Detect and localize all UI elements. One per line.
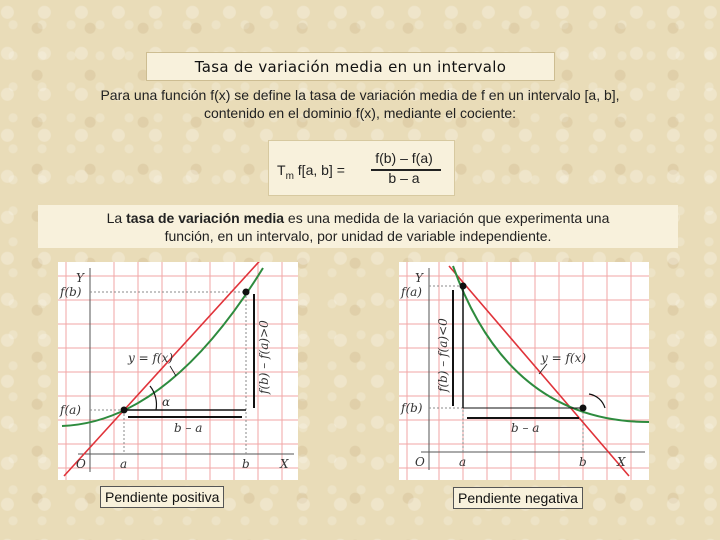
alpha-arc: [150, 386, 156, 410]
curve-label: y = f(x): [541, 351, 587, 365]
point-a: [121, 407, 128, 414]
b-minus-a-label: b – a: [174, 421, 203, 435]
y-axis-label: Y: [415, 271, 423, 285]
formula-denominator: b – a: [388, 170, 420, 186]
a-label: a: [459, 455, 467, 469]
b-label: b: [242, 457, 250, 471]
graph-negative-slope: [399, 262, 649, 480]
axes: [421, 268, 645, 470]
fa-label: f(a): [401, 285, 422, 299]
definition-part1: La: [106, 210, 127, 226]
formula-sub: m: [285, 170, 294, 182]
caption-negative-slope: Pendiente negativa: [453, 487, 583, 509]
definition-line-2: función, en un intervalo, por unidad de variable independiente.: [164, 228, 552, 244]
graph-negative-slope-svg: [399, 262, 649, 480]
definition-box: [38, 205, 678, 248]
b-label: b: [579, 455, 587, 469]
alpha-label: α: [162, 395, 171, 409]
intro-line-2: contenido en el dominio f(x), mediante el cociente:: [203, 105, 517, 121]
a-label: a: [120, 457, 128, 471]
function-curve: [453, 266, 649, 422]
caption-positive-slope: Pendiente positiva: [100, 486, 224, 508]
formula-box: [268, 140, 455, 196]
difference-label: f(b) – f(a)>0: [257, 320, 271, 394]
fb-label: f(b): [60, 285, 82, 299]
difference-label: f(b) – f(a)<0: [436, 318, 450, 392]
x-axis-label: X: [617, 455, 626, 469]
guide-lines: [90, 292, 246, 454]
y-axis-label: Y: [76, 271, 84, 285]
formula-lhs: [277, 162, 345, 182]
definition-part2: es una medida de la variación que experimenta una: [284, 210, 610, 226]
point-a: [460, 283, 467, 290]
intro-text: [40, 86, 680, 122]
page-title: Tasa de variación media en un intervalo: [146, 52, 555, 81]
origin-label: O: [76, 457, 86, 471]
formula-lhs-rest: f[a, b] =: [293, 162, 345, 178]
definition-bold: tasa de variación media: [126, 210, 285, 226]
intro-line-1: Para una función f(x) se define la tasa de variación media de f en un intervalo [a, b],: [100, 87, 620, 103]
curve-label: y = f(x): [128, 351, 174, 365]
graph-positive-slope: [58, 262, 298, 480]
fa-label: f(a): [60, 403, 81, 417]
definition-line-1: [38, 209, 678, 227]
point-b: [580, 405, 587, 412]
origin-label: O: [415, 455, 425, 469]
point-b: [243, 289, 250, 296]
graph-positive-slope-svg: [58, 262, 298, 480]
curve-label-pointer: [170, 366, 176, 376]
formula-t: T: [277, 162, 286, 178]
b-minus-a-label: b – a: [511, 421, 540, 435]
formula-numerator: f(b) – f(a): [375, 150, 433, 166]
x-axis-label: X: [280, 457, 289, 471]
fb-label: f(b): [401, 401, 423, 415]
